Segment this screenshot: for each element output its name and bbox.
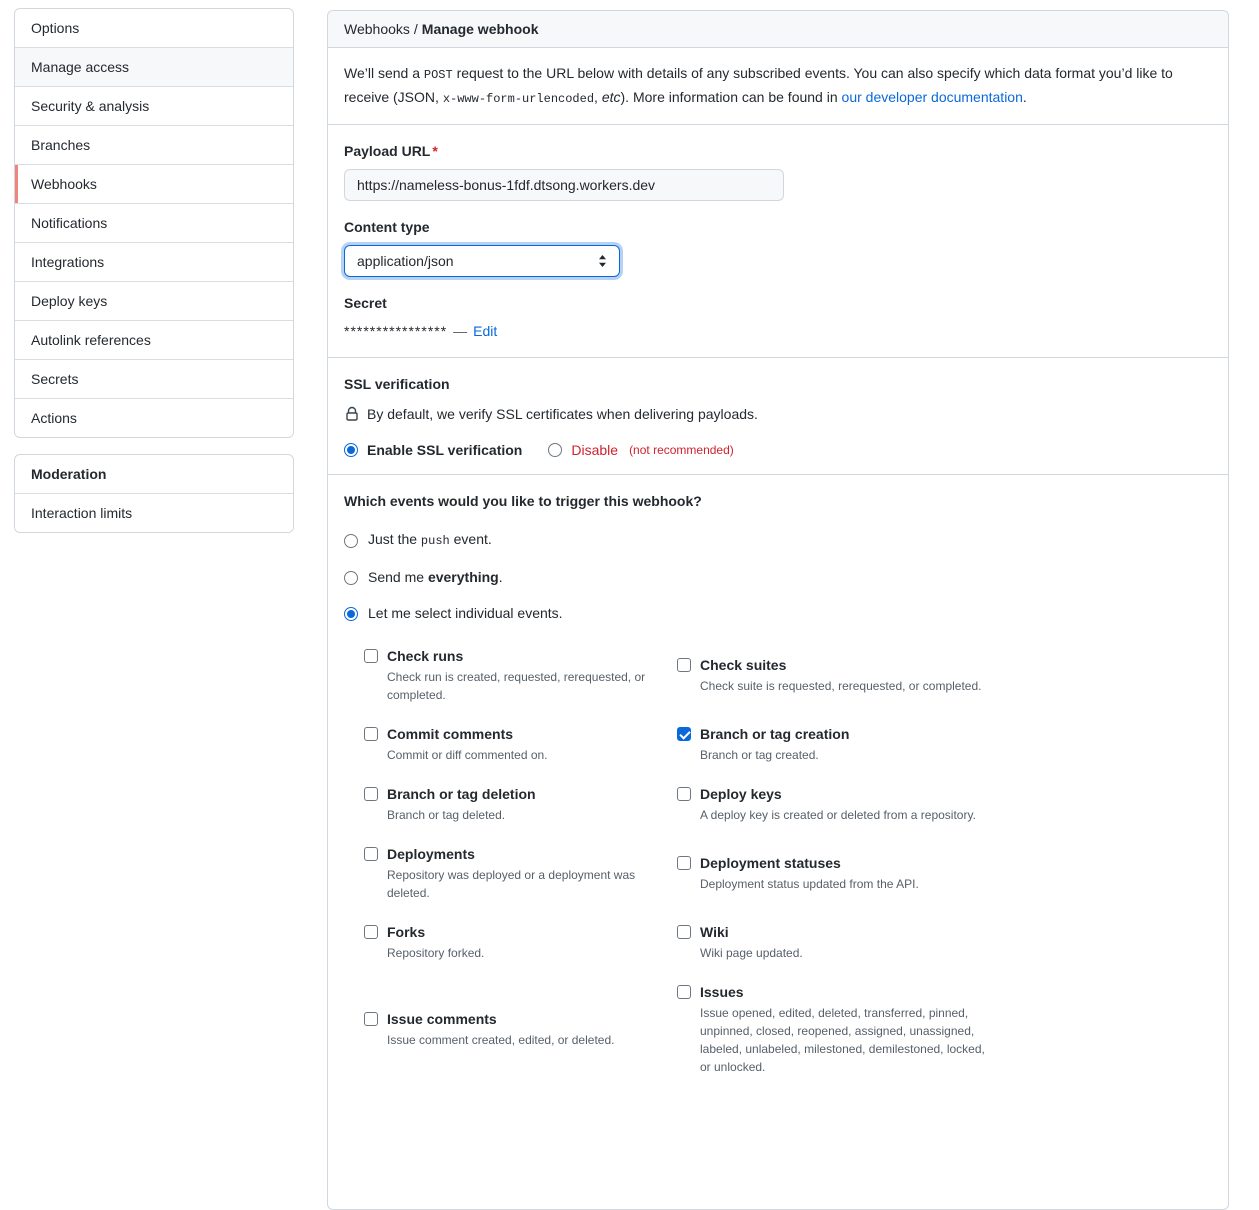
content-type-selected-value: application/json (357, 253, 454, 269)
post-code: POST (423, 68, 453, 82)
secret-edit-link[interactable]: Edit (473, 323, 498, 339)
lock-icon (344, 406, 360, 422)
event-label: Branch or tag creation (700, 726, 850, 742)
event-label: Issue comments (387, 1011, 497, 1027)
sidebar-item-manage-access[interactable]: Manage access (15, 47, 293, 86)
content-type-select[interactable] (344, 245, 620, 277)
event-item-issue-comments[interactable] (364, 1009, 677, 1049)
sidebar-item-branches[interactable]: Branches (15, 125, 293, 164)
content-type-label: Content type (344, 219, 430, 235)
send-everything-label (368, 567, 503, 588)
breadcrumb-separator: / (413, 21, 418, 37)
description-text: ). More information can be found in (620, 89, 842, 105)
event-item-deployments[interactable] (364, 844, 677, 902)
sidebar-item-webhooks[interactable]: Webhooks (15, 164, 293, 203)
secret-masked-value: **************** (344, 323, 448, 339)
select-individual-label: Let me select individual events. (368, 605, 563, 621)
disable-ssl-label: Disable (571, 442, 619, 458)
event-desc: Repository forked. (387, 946, 485, 960)
description-text: , (594, 89, 602, 105)
breadcrumb (328, 11, 1228, 48)
sidebar-item-autolink-references[interactable]: Autolink references (15, 320, 293, 359)
sidebar-item-interaction-limits[interactable]: Interaction limits (15, 493, 293, 532)
event-label: Deploy keys (700, 786, 782, 802)
enable-ssl-label: Enable SSL verification (367, 442, 523, 458)
issue-comments-checkbox[interactable] (364, 1012, 378, 1026)
push-code: push (420, 534, 450, 548)
ssl-radio-row (344, 442, 1212, 458)
label-text: Send me (368, 569, 428, 585)
secret-dash: — (453, 323, 468, 339)
secret-label: Secret (344, 295, 387, 311)
sidebar-item-options[interactable]: Options (15, 9, 293, 47)
forks-checkbox[interactable] (364, 925, 378, 939)
event-desc: Wiki page updated. (700, 946, 803, 960)
deploy-keys-checkbox[interactable] (677, 787, 691, 801)
settings-nav-box (14, 8, 294, 438)
section-divider (328, 357, 1228, 358)
sidebar-item-deploy-keys[interactable]: Deploy keys (15, 281, 293, 320)
event-label: Deployment statuses (700, 855, 841, 871)
event-item-deployment-statuses[interactable] (677, 853, 990, 893)
breadcrumb-webhooks-link[interactable]: Webhooks (344, 21, 410, 37)
events-question: Which events would you like to trigger this webhook? (344, 493, 702, 509)
event-item-deploy-keys[interactable] (677, 784, 990, 824)
ssl-heading: SSL verification (344, 376, 450, 392)
disable-ssl-option[interactable] (548, 442, 733, 458)
wiki-checkbox[interactable] (677, 925, 691, 939)
enable-ssl-radio[interactable] (344, 443, 358, 457)
sidebar-item-security-analysis[interactable]: Security & analysis (15, 86, 293, 125)
event-item-branch-tag-deletion[interactable] (364, 784, 677, 824)
event-desc: Check run is created, requested, rerequested, or completed. (387, 670, 646, 702)
event-checkbox-grid (364, 646, 1212, 1076)
label-text: . (498, 569, 503, 585)
settings-sidebar (14, 8, 294, 533)
secret-field (344, 293, 1212, 341)
event-label: Deployments (387, 846, 475, 862)
event-item-branch-tag-creation[interactable] (677, 724, 990, 764)
disable-ssl-note: (not recommended) (629, 443, 734, 457)
webhook-form (328, 125, 1228, 1092)
description-text: . (1022, 89, 1027, 105)
events-section (344, 491, 1212, 1076)
event-item-check-runs[interactable] (364, 646, 677, 704)
description-text: We’ll send a (344, 65, 424, 81)
event-desc: Deployment status updated from the API. (700, 877, 919, 891)
event-desc: Branch or tag deleted. (387, 808, 506, 822)
event-label: Check runs (387, 648, 464, 664)
sidebar-item-integrations[interactable]: Integrations (15, 242, 293, 281)
event-item-issues[interactable] (677, 982, 990, 1076)
deployments-checkbox[interactable] (364, 847, 378, 861)
payload-url-label-text: Payload URL (344, 143, 431, 159)
send-everything-option[interactable] (344, 567, 1212, 588)
page-title: Manage webhook (421, 21, 539, 37)
everything-bold: everything (427, 569, 499, 585)
manage-webhook-panel (327, 10, 1229, 1210)
event-desc: Commit or diff commented on. (387, 748, 548, 762)
etc-emphasis: etc (601, 89, 621, 105)
select-updown-icon (598, 254, 607, 268)
event-desc: Check suite is requested, rerequested, or completed. (700, 679, 982, 693)
event-item-forks[interactable] (364, 922, 677, 962)
event-item-commit-comments[interactable] (364, 724, 677, 764)
event-desc: Issue opened, edited, deleted, transferred, pinned, unpinned, closed, reopened, assigned, unassigned, labeled, unlabeled, milestoned, demilestoned, locked, or unlocked. (700, 1006, 985, 1074)
branch-tag-deletion-checkbox[interactable] (364, 787, 378, 801)
deployment-statuses-checkbox[interactable] (677, 856, 691, 870)
event-desc: A deploy key is created or deleted from a repository. (700, 808, 976, 822)
sidebar-item-secrets[interactable]: Secrets (15, 359, 293, 398)
just-push-label (368, 529, 492, 552)
event-item-wiki[interactable] (677, 922, 990, 962)
send-everything-radio[interactable] (344, 571, 358, 585)
select-individual-radio[interactable] (344, 607, 358, 621)
moderation-nav-box (14, 454, 294, 533)
issues-checkbox[interactable] (677, 985, 691, 999)
label-text: event. (449, 531, 492, 547)
event-label: Issues (700, 984, 744, 1000)
branch-tag-creation-checkbox[interactable] (677, 727, 691, 741)
section-divider (328, 474, 1228, 475)
event-item-check-suites[interactable] (677, 655, 990, 695)
enable-ssl-option[interactable] (344, 442, 522, 458)
check-suites-checkbox[interactable] (677, 658, 691, 672)
event-label: Check suites (700, 657, 787, 673)
event-label: Commit comments (387, 726, 514, 742)
ssl-verification-section (344, 374, 1212, 458)
event-desc: Issue comment created, edited, or deleted. (387, 1033, 615, 1047)
sidebar-item-notifications[interactable]: Notifications (15, 203, 293, 242)
check-runs-checkbox[interactable] (364, 649, 378, 663)
payload-url-input[interactable] (344, 169, 784, 201)
ssl-note-text: By default, we verify SSL certificates when delivering payloads. (367, 406, 758, 422)
payload-url-label (344, 141, 1212, 161)
ssl-note-row (344, 404, 1212, 424)
required-asterisk: * (432, 143, 438, 159)
just-push-radio[interactable] (344, 534, 358, 548)
just-push-option[interactable] (344, 529, 1212, 552)
moderation-header: Moderation (31, 466, 107, 482)
event-desc: Repository was deployed or a deployment was deleted. (387, 868, 636, 900)
event-label: Branch or tag deletion (387, 786, 536, 802)
secret-value-row (344, 321, 1212, 341)
event-label: Forks (387, 924, 426, 940)
disable-ssl-radio[interactable] (548, 443, 562, 457)
event-desc: Branch or tag created. (700, 748, 819, 762)
label-text: Just the (368, 531, 421, 547)
commit-comments-checkbox[interactable] (364, 727, 378, 741)
description-text: request to the URL below with details of any subscribed events. You can also specify which data format you’d like to receive (JSON, (344, 65, 1173, 105)
developer-documentation-link[interactable]: our developer documentation (841, 89, 1023, 105)
payload-url-field (344, 141, 1212, 201)
urlencoded-code: x-www-form-urlencoded (442, 92, 595, 106)
select-individual-option[interactable] (344, 603, 1212, 624)
webhook-description (328, 48, 1228, 125)
content-type-field (344, 217, 1212, 277)
sidebar-item-actions[interactable]: Actions (15, 398, 293, 437)
event-label: Wiki (700, 924, 729, 940)
